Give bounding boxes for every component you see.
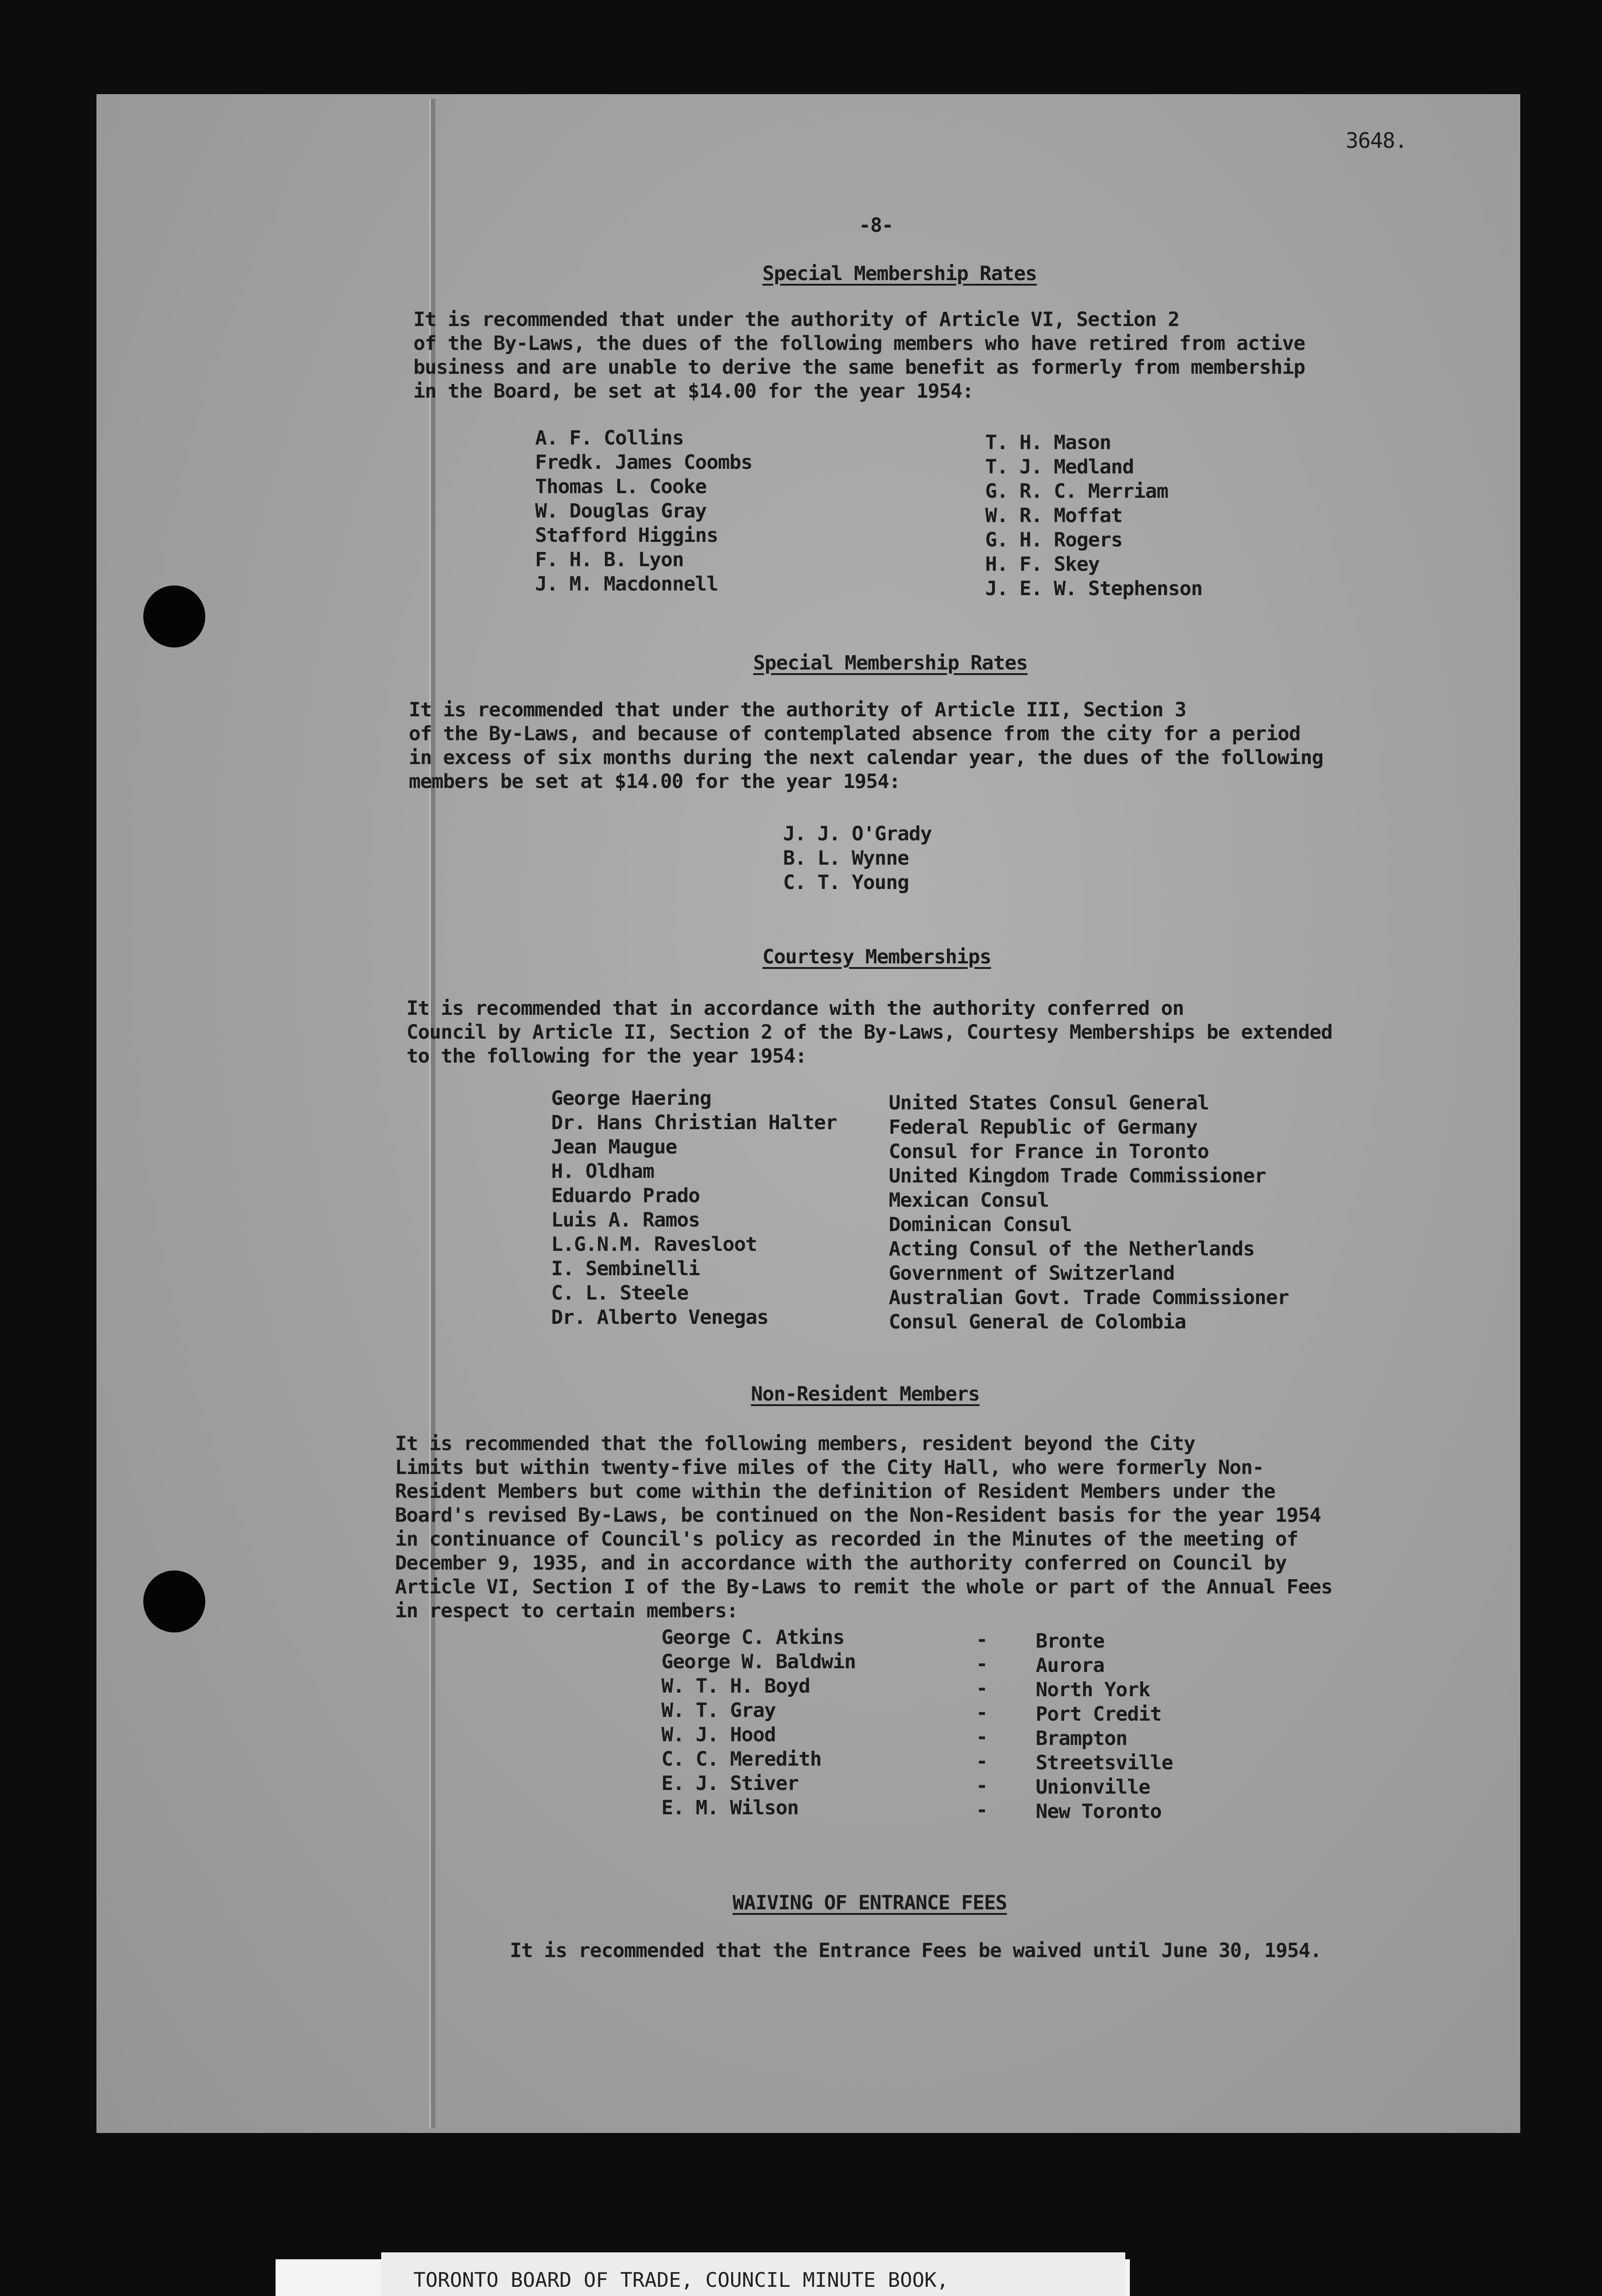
list-dash: - — [976, 1750, 987, 1773]
member-name: W. J. Hood — [661, 1723, 776, 1746]
member-name: Thomas L. Cooke — [535, 475, 707, 498]
member-name: George Haering — [551, 1087, 711, 1110]
section-heading: Special Membership Rates — [762, 262, 1037, 285]
list-dash: - — [976, 1677, 987, 1700]
member-title: Acting Consul of the Netherlands — [889, 1238, 1255, 1261]
member-place: Bronte — [1036, 1630, 1105, 1653]
member-name: F. H. B. Lyon — [535, 548, 684, 571]
member-title: Consul for France in Toronto — [889, 1140, 1209, 1163]
member-name: W. T. Gray — [661, 1699, 776, 1722]
member-name: J. M. Macdonnell — [535, 573, 718, 596]
member-place: Port Credit — [1036, 1703, 1162, 1726]
section-paragraph: It is recommended that the Entrance Fees be waived until June 30, 1954. — [510, 1939, 1322, 1962]
list-dash: - — [976, 1799, 987, 1822]
section-heading: Non-Resident Members — [751, 1383, 980, 1406]
member-title: Dominican Consul — [889, 1213, 1072, 1236]
member-name: I. Sembinelli — [551, 1257, 700, 1280]
member-name: Jean Maugue — [551, 1136, 677, 1159]
member-name: George W. Baldwin — [661, 1650, 856, 1673]
member-name: J. J. O'Grady — [783, 822, 932, 845]
member-name: C. L. Steele — [551, 1282, 688, 1305]
member-name: Dr. Alberto Venegas — [551, 1306, 768, 1329]
member-name: T. J. Medland — [985, 456, 1134, 478]
punch-hole — [143, 585, 205, 647]
page-section-number: -8- — [859, 214, 893, 237]
member-name: H. Oldham — [551, 1160, 654, 1183]
section-paragraph: It is recommended that under the authority of Article III, Section 3 of the By-Laws, and because of contemplated absence from the city for a period in excess of six months during the next calendar year, the dues of the following members be set at $14.00 for the year 1954: — [409, 698, 1324, 793]
member-place: Aurora — [1036, 1654, 1105, 1677]
member-name: C. C. Meredith — [661, 1748, 822, 1771]
member-title: Consul General de Colombia — [889, 1311, 1186, 1334]
section-heading: WAIVING OF ENTRANCE FEES — [733, 1891, 1007, 1914]
member-name: J. E. W. Stephenson — [985, 577, 1202, 600]
member-name: A. F. Collins — [535, 427, 684, 450]
member-name: C. T. Young — [783, 871, 909, 894]
member-name: L.G.N.M. Ravesloot — [551, 1233, 757, 1256]
list-dash: - — [976, 1653, 987, 1676]
member-title: Mexican Consul — [889, 1189, 1049, 1212]
member-title: United Kingdom Trade Commissioner — [889, 1165, 1266, 1187]
member-place: Unionville — [1036, 1776, 1150, 1799]
member-title: United States Consul General — [889, 1092, 1209, 1114]
member-title: Australian Govt. Trade Commissioner — [889, 1286, 1289, 1309]
binding-fold-line — [429, 99, 435, 2128]
member-name: W. R. Moffat — [985, 504, 1123, 527]
member-name: Luis A. Ramos — [551, 1209, 700, 1232]
member-place: Streetsville — [1036, 1751, 1173, 1774]
member-name: G. H. Rogers — [985, 529, 1123, 551]
member-name: George C. Atkins — [661, 1626, 845, 1649]
list-dash: - — [976, 1726, 987, 1749]
member-place: New Toronto — [1036, 1800, 1162, 1823]
member-title: Government of Switzerland — [889, 1262, 1175, 1285]
member-name: W. Douglas Gray — [535, 500, 707, 523]
section-paragraph: It is recommended that under the authority of Article VI, Section 2 of the By-Laws, the dues of the following members who have retired from active business and are unable to derive the same benefit as formerly from membership in the Board, be set at $14.00 for the year 1954: — [413, 308, 1305, 403]
member-name: Dr. Hans Christian Halter — [551, 1111, 837, 1134]
section-paragraph: It is recommended that the following members, resident beyond the City Limits but within twenty-five miles of the City Hall, who were formerly Non- Resident Members but come within the definition of Resident Members under the Board's revised By-Laws, be continued on the Non-Resident basis for the year 1954 in continuance of Council's policy as recorded in the Minutes of the meeting of December 9, 1935, and in accordance with the authority conferred on Council by Article VI, Section I of the By-Laws to remit the whole or part of the Annual Fees in respect to certain members: — [395, 1432, 1332, 1622]
member-name: Stafford Higgins — [535, 524, 718, 547]
section-heading: Courtesy Memberships — [762, 945, 991, 968]
archive-reference-line: TORONTO BOARD OF TRADE, COUNCIL MINUTE BOOK, — [413, 2268, 949, 2292]
member-name: T. H. Mason — [985, 431, 1111, 454]
list-dash: - — [976, 1774, 987, 1797]
member-title: Federal Republic of Germany — [889, 1116, 1197, 1139]
list-dash: - — [976, 1701, 987, 1724]
member-name: B. L. Wynne — [783, 847, 909, 870]
member-name: G. R. C. Merriam — [985, 480, 1168, 503]
member-name: Fredk. James Coombs — [535, 451, 752, 474]
section-heading: Special Membership Rates — [753, 652, 1028, 675]
member-place: North York — [1036, 1678, 1150, 1701]
page-number: 3648. — [1346, 128, 1407, 153]
section-paragraph: It is recommended that in accordance with the authority conferred on Council by Article II, Section 2 of the By-Laws, Courtesy Memberships be extended to the following for the year 1954: — [406, 997, 1332, 1068]
member-name: E. M. Wilson — [661, 1796, 799, 1819]
member-name: E. J. Stiver — [661, 1772, 799, 1795]
member-name: W. T. H. Boyd — [661, 1675, 810, 1698]
punch-hole — [143, 1570, 205, 1632]
member-place: Brampton — [1036, 1727, 1128, 1750]
member-name: H. F. Skey — [985, 553, 1100, 576]
list-dash: - — [976, 1628, 987, 1651]
member-name: Eduardo Prado — [551, 1184, 700, 1207]
